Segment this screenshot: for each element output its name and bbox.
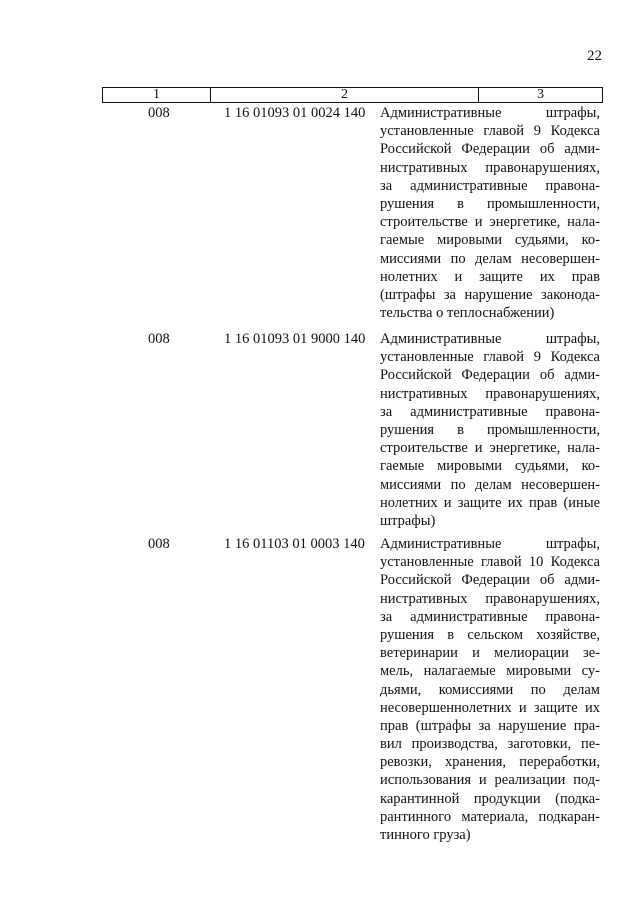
description-line: несовершеннолетних и защите их bbox=[380, 699, 600, 716]
description-line: тинного груза) bbox=[380, 827, 471, 843]
description-line: рушения в промышленности, bbox=[380, 195, 600, 212]
description-line: тельства о теплоснабжении) bbox=[380, 305, 555, 322]
description-line: за административные правона- bbox=[380, 177, 600, 194]
description-line: установленные главой 9 Кодекса bbox=[380, 349, 600, 366]
description-line: мель, налагаемые мировыми су- bbox=[380, 663, 600, 680]
description-line: дьями, комиссиями по делам bbox=[380, 681, 600, 698]
description-line: (штрафы за нарушение законода- bbox=[380, 286, 600, 303]
description-line: за административные правона- bbox=[380, 608, 600, 625]
description-line: Административные штрафы, bbox=[380, 331, 600, 347]
description-line: гаемые мировыми судьями, ко- bbox=[380, 458, 600, 475]
table-header-col3: 3 bbox=[537, 87, 544, 102]
description-line: строительстве и энергетике, нала- bbox=[380, 214, 600, 231]
description-line: карантинной продукции (подка- bbox=[380, 790, 600, 807]
description-line: нистративных правонарушениях, bbox=[380, 590, 600, 607]
admin-code: 008 bbox=[148, 536, 170, 552]
budget-classification-code: 1 16 01093 01 9000 140 bbox=[224, 331, 366, 347]
description-line: строительстве и энергетике, нала- bbox=[380, 440, 600, 457]
description-line: Российской Федерации об адми- bbox=[380, 367, 600, 384]
description-line: вил производства, заготовки, пе- bbox=[380, 736, 600, 753]
admin-code: 008 bbox=[148, 105, 170, 121]
description-line: установленные главой 10 Кодекса bbox=[380, 554, 600, 571]
description-line: штрафы) bbox=[380, 512, 436, 529]
admin-code: 008 bbox=[148, 331, 170, 347]
revenue-description bbox=[380, 330, 600, 530]
description-line: нолетних и защите их прав bbox=[380, 268, 600, 285]
table-header-col1: 1 bbox=[103, 88, 211, 102]
revenue-description bbox=[380, 104, 600, 322]
description-line: ветеринарии и мелиорации зе- bbox=[380, 645, 600, 662]
description-line: использования и реализации под- bbox=[380, 772, 600, 789]
budget-classification-code: 1 16 01103 01 0003 140 bbox=[224, 536, 365, 552]
description-line: Российской Федерации об адми- bbox=[380, 141, 600, 158]
table-header-row bbox=[102, 87, 603, 103]
description-line: миссиями по делам несовершен- bbox=[380, 476, 600, 493]
description-line: рантинного материала, подкаран- bbox=[380, 808, 600, 825]
revenue-description bbox=[380, 535, 600, 844]
page-number: 22 bbox=[587, 48, 602, 64]
description-line: установленные главой 9 Кодекса bbox=[380, 123, 600, 140]
description-line: нистративных правонарушениях, bbox=[380, 385, 600, 402]
description-line: гаемые мировыми судьями, ко- bbox=[380, 232, 600, 249]
description-line: миссиями по делам несовершен- bbox=[380, 250, 600, 267]
description-line: прав (штрафы за нарушение пра- bbox=[380, 717, 600, 734]
description-line: за административные правона- bbox=[380, 403, 600, 420]
description-line: нолетних и защите их прав (иные bbox=[380, 494, 600, 511]
budget-classification-code: 1 16 01093 01 0024 140 bbox=[224, 105, 366, 121]
description-line: рушения в сельском хозяйстве, bbox=[380, 626, 600, 643]
description-line: Административные штрафы, bbox=[380, 536, 600, 552]
description-line: ревозки, хранения, переработки, bbox=[380, 754, 600, 771]
description-line: нистративных правонарушениях, bbox=[380, 159, 600, 176]
table-header-col2: 2 bbox=[211, 88, 479, 102]
description-line: Административные штрафы, bbox=[380, 105, 600, 121]
description-line: Российской Федерации об адми- bbox=[380, 572, 600, 589]
description-line: рушения в промышленности, bbox=[380, 421, 600, 438]
